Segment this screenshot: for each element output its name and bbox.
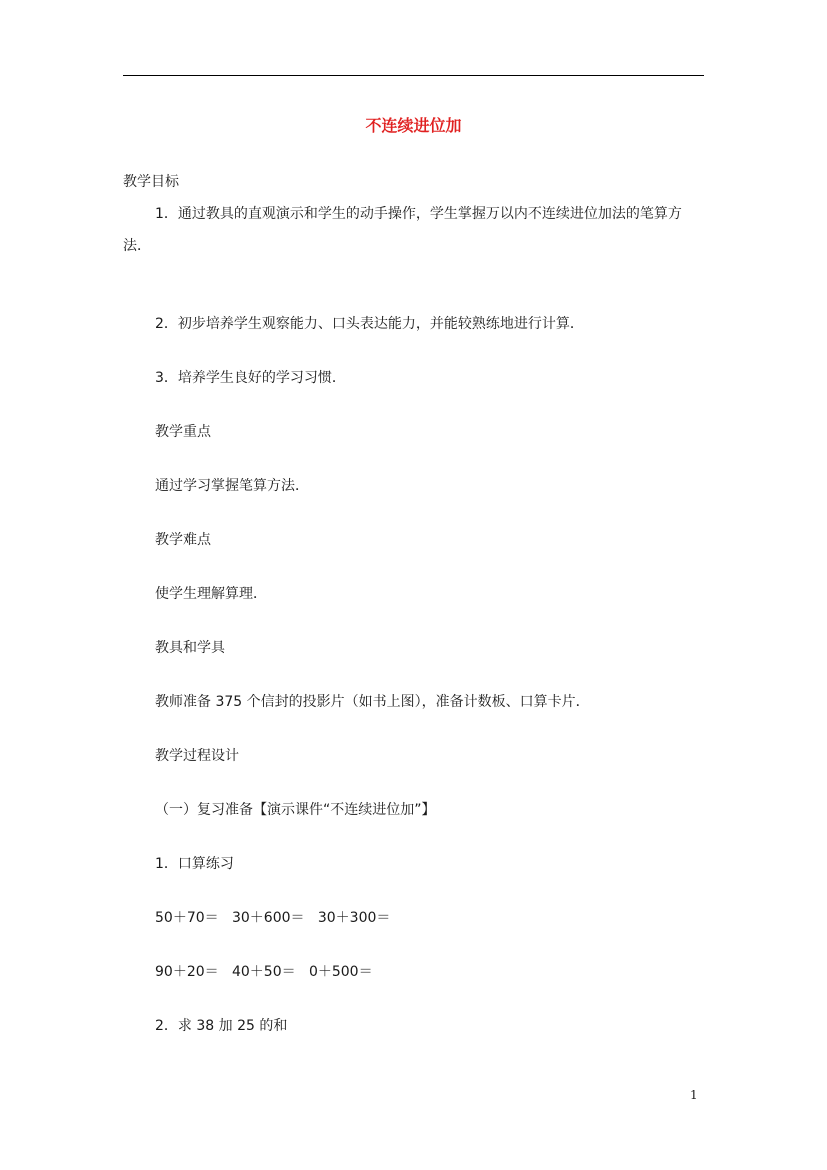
key-points-text: 通过学习掌握笔算方法．	[155, 478, 309, 494]
objective-2: 2．初步培养学生观察能力、口头表达能力，并能较熟练地进行计算．	[155, 316, 584, 332]
document-title: 不连续进位加	[365, 116, 462, 135]
section-heading-materials: 教具和学具	[155, 640, 225, 656]
exercise-heading-sum: 2．求 38 加 25 的和	[155, 1018, 288, 1034]
section-heading-key-points: 教学重点	[155, 424, 211, 440]
section-heading-process: 教学过程设计	[155, 748, 239, 764]
section-heading-objectives: 教学目标	[123, 174, 179, 190]
process-step-review: （一）复习准备【演示课件“不连续进位加”】	[155, 802, 436, 818]
objective-3: 3．培养学生良好的学习习惯．	[155, 370, 346, 386]
objective-1: 1．通过教具的直观演示和学生的动手操作，学生掌握万以内不连续进位加法的笔算方法．	[123, 206, 682, 254]
exercise-row-1: 50＋70＝ 30＋600＝ 30＋300＝	[155, 910, 391, 926]
section-heading-difficulties: 教学难点	[155, 532, 211, 548]
header-rule	[123, 75, 704, 76]
materials-text: 教师准备 375 个信封的投影片（如书上图），准备计数板、口算卡片．	[155, 694, 590, 710]
page-number: 1	[690, 1088, 698, 1102]
exercise-heading-mental-math: 1．口算练习	[155, 856, 234, 872]
exercise-row-2: 90＋20＝ 40＋50＝ 0＋500＝	[155, 964, 373, 980]
difficulties-text: 使学生理解算理．	[155, 586, 267, 602]
